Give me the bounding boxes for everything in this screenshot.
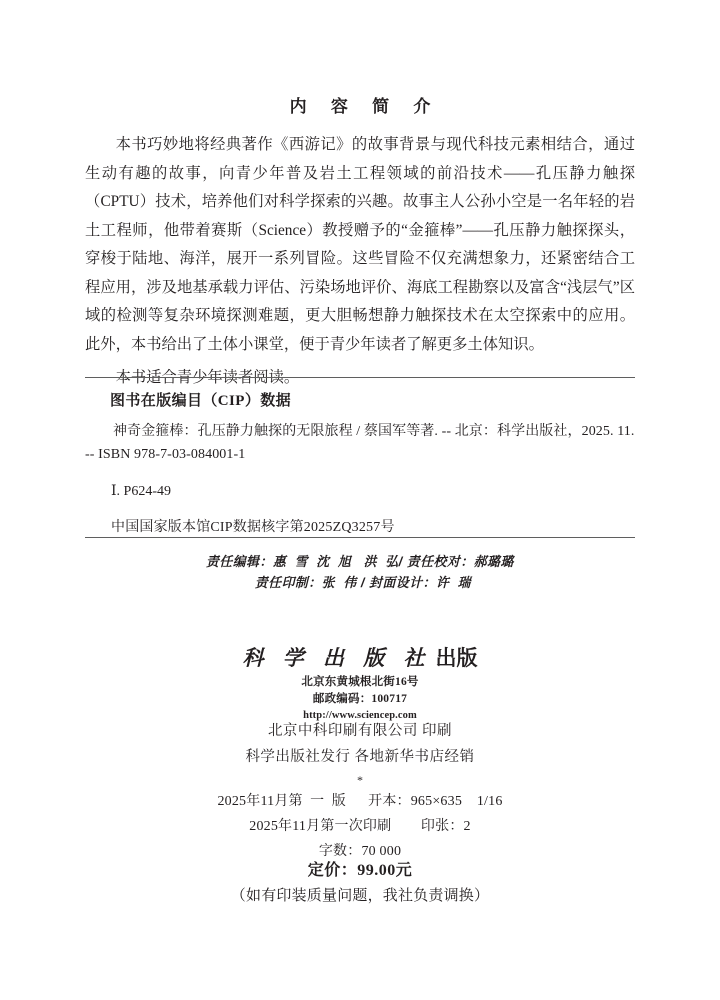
publisher-url: http://www.sciencep.com xyxy=(303,710,417,721)
publisher-postcode: 邮政编码：100717 xyxy=(312,693,408,705)
price-note: （如有印装质量问题，我社负责调换） xyxy=(230,888,490,904)
impression-line: 2025年11月第一次印刷 印张：2 xyxy=(249,819,471,834)
printer-name: 北京中科印刷有限公司 印刷 xyxy=(267,723,453,739)
publisher-suffix-label: 出版 xyxy=(435,647,478,670)
publisher-section xyxy=(85,645,635,723)
summary-paragraph-2: 本书适合青少年读者阅读。 xyxy=(115,369,300,386)
cip-section xyxy=(85,389,635,539)
credit-production-line: 责任印制：张 伟 / 封面设计：许 瑞 xyxy=(254,575,472,590)
cip-heading: 图书在版编目（CIP）数据 xyxy=(110,393,292,409)
asterisk-separator: * xyxy=(357,773,363,787)
cip-record: 神奇金箍棒：孔压静力触探的无限旅程 / 蔡国军等著. -- 北京：科学出版社，2025. 11. -- ISBN 978-7-03-084001-1 xyxy=(85,424,635,462)
divider-top xyxy=(85,377,635,378)
publisher-address: 北京东黄城根北街16号 xyxy=(301,676,419,688)
summary-section xyxy=(85,92,635,393)
wordcount-line: 字数：70 000 xyxy=(318,844,402,859)
specification-section xyxy=(85,789,635,864)
summary-title: 内 容 简 介 xyxy=(289,97,441,116)
edition-line: 2025年11月第 一 版 开本：965×635 1/16 xyxy=(217,794,503,809)
cip-classification: Ⅰ. P624-49 xyxy=(111,484,171,499)
credit-editor-line: 责任编辑：惠 雪 沈 旭 洪 弘/ 责任校对：郝璐璐 xyxy=(206,554,514,569)
cip-number: 中国国家版本馆CIP数据核字第2025ZQ3257号 xyxy=(111,520,395,535)
price-section xyxy=(85,858,635,909)
printing-section xyxy=(85,718,635,790)
credits-section xyxy=(85,551,635,593)
distribution-line: 科学出版社发行 各地新华书店经销 xyxy=(245,749,475,765)
summary-paragraph-1: 本书巧妙地将经典著作《西游记》的故事背景与现代科技元素相结合，通过生动有趣的故事，向青少年普及岩土工程领域的前沿技术——孔压静力触探（CPTU）技术，培养他们对科学探索的兴趣。故事主人公孙小空是一名年轻的岩土工程师，他带着赛斯（Science）教授赠予的“金箍棒”——孔压静力触探探头，穿梭于陆地、海洋，展开一系列冒险。这些冒险不仅充满想象力，还紧密结合工程应用，涉及地基承载力评估、污染场地评价、海底工程勘察以及富含“浅层气”区域的检测等复杂环境探测难题，更大胆畅想静力触探技术在太空探索中的应用。此外，本书给出了土体小课堂，便于青少年读者了解更多土体知识。 xyxy=(85,136,635,353)
science-press-logo: 科 学 出 版 社 xyxy=(242,646,432,670)
price-amount: 定价：99.00元 xyxy=(307,862,413,879)
publisher-logo-row xyxy=(85,645,635,672)
